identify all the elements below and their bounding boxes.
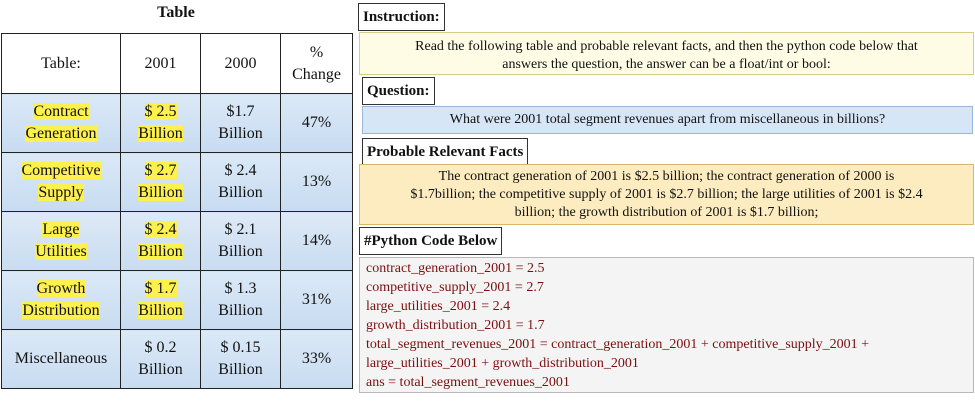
header-table [2, 34, 121, 94]
row-label [2, 153, 121, 212]
code-line: contract_generation_2001 = 2.5 [366, 261, 545, 276]
header-text: 2001 [144, 54, 177, 72]
cell-change: 14% [281, 212, 353, 271]
table-header-row [2, 34, 353, 94]
row-label [2, 330, 121, 389]
value-text: Billion [218, 184, 263, 201]
cell-2000 [201, 94, 281, 153]
code-line: competitive_supply_2001 = 2.7 [366, 280, 544, 295]
facts-label: Probable Relevant Facts [362, 138, 528, 166]
value-text: Billion [218, 125, 263, 142]
table-row [2, 153, 353, 212]
header-text: 2000 [224, 54, 257, 72]
code-label: #Python Code Below [359, 227, 502, 255]
instruction-label: Instruction: [358, 3, 445, 31]
facts-line: billion; the growth distribution of 2001 is $1.7 billion; [514, 205, 819, 220]
value-text: $ 1.7 [144, 280, 177, 297]
label-text: Miscellaneous [14, 350, 108, 367]
table-row [2, 271, 353, 330]
cell-2000 [201, 212, 281, 271]
value-text: $1.7 [226, 103, 255, 120]
code-line: large_utilities_2001 + growth_distribution_2001 [366, 356, 639, 371]
data-table [1, 33, 353, 389]
cell-change: 33% [281, 330, 353, 389]
header-text: Change [292, 65, 341, 83]
code-line: growth_distribution_2001 = 1.7 [366, 318, 545, 333]
facts-box [359, 164, 974, 225]
label-text: Large [42, 221, 80, 238]
facts-line: The contract generation of 2001 is $2.5 billion; the contract generation of 2000 is [438, 169, 895, 184]
value-text: $ 0.15 [220, 339, 261, 356]
header-change [281, 34, 353, 94]
label-text: Generation [25, 125, 97, 142]
header-2001 [121, 34, 201, 94]
cell-2001 [121, 271, 201, 330]
cell-2000 [201, 271, 281, 330]
question-text: What were 2001 total segment revenues apart from miscellaneous in billions? [449, 112, 886, 127]
value-text: $ 2.1 [224, 221, 257, 238]
value-text: $ 0.2 [144, 339, 177, 356]
cell-change: 47% [281, 94, 353, 153]
value-text: $ 1.3 [224, 280, 257, 297]
value-text: Billion [138, 302, 183, 319]
question-box [362, 106, 973, 134]
cell-2000 [201, 330, 281, 389]
label-text: Competitive [21, 162, 101, 179]
label-text: Distribution [22, 302, 100, 319]
code-block [359, 257, 974, 393]
instruction-line: Read the following table and probable relevant facts, and then the python code below that [415, 39, 918, 54]
cell-2001 [121, 330, 201, 389]
label-text: Contract [33, 103, 89, 120]
cell-change: 13% [281, 153, 353, 212]
cell-2000 [201, 153, 281, 212]
cell-2001 [121, 94, 201, 153]
table-row [2, 330, 353, 389]
value-text: $ 2.5 [144, 103, 177, 120]
value-text: Billion [138, 243, 183, 260]
value-text: $ 2.4 [144, 221, 177, 238]
table-title: Table [157, 4, 195, 21]
facts-line: $1.7billion; the competitive supply of 2001 is $2.7 billion; the large utilities of 2001 is $2.4 [410, 187, 923, 202]
code-line: total_segment_revenues_2001 = contract_generation_2001 + competitive_supply_2001 + [366, 337, 870, 352]
value-text: Billion [218, 243, 263, 260]
value-text: Billion [138, 184, 183, 201]
table-row [2, 212, 353, 271]
instruction-box [359, 32, 974, 75]
row-label [2, 271, 121, 330]
instruction-line: answers the question, the answer can be a float/int or bool: [502, 57, 831, 72]
cell-2001 [121, 212, 201, 271]
label-text: Growth [36, 280, 86, 297]
table-row [2, 94, 353, 153]
value-text: $ 2.7 [144, 162, 177, 179]
row-label [2, 94, 121, 153]
row-label [2, 212, 121, 271]
value-text: $ 2.4 [224, 162, 257, 179]
code-line: large_utilities_2001 = 2.4 [366, 299, 511, 314]
header-text: % [309, 43, 324, 61]
question-label: Question: [362, 77, 435, 105]
header-text: Table: [41, 54, 81, 72]
cell-2001 [121, 153, 201, 212]
label-text: Supply [38, 184, 84, 201]
value-text: Billion [138, 361, 183, 378]
value-text: Billion [218, 302, 263, 319]
header-2000 [201, 34, 281, 94]
cell-change: 31% [281, 271, 353, 330]
label-text: Utilities [35, 243, 87, 260]
value-text: Billion [138, 125, 183, 142]
value-text: Billion [218, 361, 263, 378]
code-line: ans = total_segment_revenues_2001 [366, 375, 570, 390]
